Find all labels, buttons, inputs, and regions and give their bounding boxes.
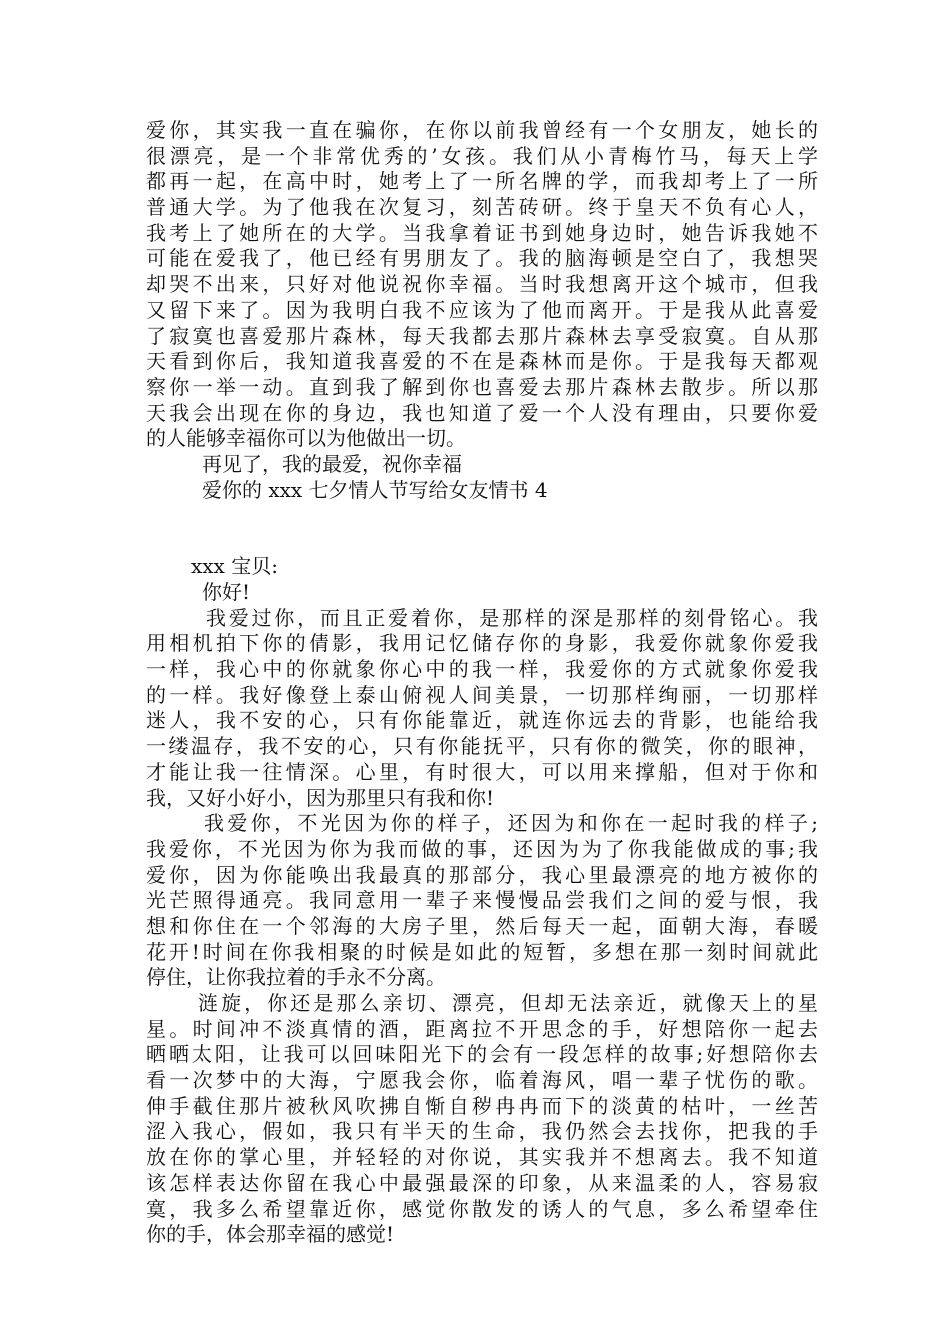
section-gap — [146, 503, 818, 554]
text-line: 我，又好小好小，因为那里只有我和你! — [146, 785, 495, 810]
text-line: 该怎样表达你留在我心中最强最深的印象，从来温柔的人，容易寂 — [146, 1170, 818, 1195]
letter-heading: 爱你的 xxx 七夕情人节写给女友情书 4 — [202, 477, 548, 502]
paragraph-reasons — [146, 811, 818, 991]
text-line: 停住，让你我拉着的手永不分离。 — [146, 965, 446, 990]
text-line: 普通大学。为了他我在次复习，刻苦砖研。终于皇天不负有心人， — [146, 195, 818, 220]
text-line: 迷人，我不安的心，只有你能靠近，就连你远去的背影，也能给我 — [146, 708, 818, 733]
text-line: 看一次梦中的大海，宁愿我会你，临着海风，唱一辈子忧伤的歌。 — [146, 1068, 818, 1093]
text-line: 都再一起，在高中时，她考上了一所名牌的学，而我却考上了一所 — [146, 169, 818, 194]
text-line: 的一样。我好像登上泰山俯视人间美景，一切那样绚丽，一切那样 — [146, 682, 818, 707]
text-line: 涩入我心，假如，我只有半天的生命，我仍然会去找你，把我的手 — [146, 1119, 818, 1144]
text-line: 察你一举一动。直到我了解到你也喜爱去那片森林去散步。所以那 — [146, 374, 818, 399]
text-line: 想和你住在一个邻海的大房子里，然后每天一起，面朝大海，春暖 — [146, 913, 818, 938]
text-line: 我爱你，不光因为你为我而做的事，还因为为了你我能做成的事;我 — [146, 836, 818, 861]
text-line: 天看到你后，我知道我喜爱的不在是森林而是你。于是我每天都观 — [146, 349, 818, 374]
text-line: 我考上了她所在的大学。当我拿着证书到她身边时，她告诉我她不 — [146, 220, 818, 245]
text-line: 很漂亮，是一个非常优秀的’女孩。我们从小青梅竹马，每天上学 — [146, 143, 818, 168]
text-line: 我爱过你，而且正爱着你，是那样的深是那样的刻骨铭心。我 — [206, 605, 818, 630]
text-line: 光芒照得通亮。我同意用一辈子来慢慢品尝我们之间的爱与恨，我 — [146, 888, 818, 913]
text-line: 放在你的掌心里，并轻轻的对你说，其实我并不想离去。我不知道 — [146, 1145, 818, 1170]
text-line: 涟旋，你还是那么亲切、漂亮，但却无法亲近，就像天上的星 — [198, 991, 818, 1015]
text-line: 才能让我一往情深。心里，有时很大，可以用来撑船，但对于你和 — [146, 759, 818, 784]
text-line: 用相机拍下你的倩影，我用记忆储存你的身影，我爱你就象你爱我 — [146, 631, 818, 656]
text-line: 了寂寞也喜爱那片森林，每天我都去那片森林去享受寂寞。自从那 — [146, 323, 818, 348]
text-line: 又留下来了。因为我明白我不应该为了他而离开。于是我从此喜爱 — [146, 297, 818, 322]
text-line: 的人能够幸福你可以为他做出一切。 — [146, 426, 466, 451]
salutation: xxx 宝贝: — [191, 554, 278, 579]
text-line: 却哭不出来，只好对他说祝你幸福。当时我想离开这个城市，但我 — [146, 272, 818, 297]
text-line: 可能在爱我了，他已经有男朋友了。我的脑海顿是空白了，我想哭 — [146, 246, 818, 271]
text-line: 晒晒太阳，让我可以回味阳光下的会有一段怎样的故事;好想陪你去 — [146, 1042, 818, 1067]
text-line: 你的手，体会那幸福的感觉! — [146, 1222, 395, 1247]
text-line: 爱你，因为你能唤出我最真的那部分，我心里最漂亮的地方被你的 — [146, 862, 818, 887]
text-line: 伸手截住那片被秋风吹拂自惭自秽冉冉而下的淡黄的枯叶，一丝苦 — [146, 1093, 818, 1118]
text-line: 天我会出现在你的身边，我也知道了爱一个人没有理由，只要你爱 — [146, 400, 818, 425]
paragraph-story — [146, 118, 818, 452]
paragraph-longing — [146, 991, 818, 1248]
paragraph-love — [146, 606, 818, 812]
text-line: 花开!时间在你我相聚的时候是如此的短暂，多想在那一刻时间就此 — [146, 939, 818, 964]
text-line: 爱你，其实我一直在骗你，在你以前我曾经有一个女朋友，她长的 — [146, 118, 818, 142]
greeting: 你好! — [202, 580, 251, 604]
text-line: 星。时间冲不淡真情的酒，距离拉不开思念的手，好想陪你一起去 — [146, 1016, 818, 1041]
document-body — [146, 118, 818, 1248]
text-line: 我爱你，不光因为你的样子，还因为和你在一起时我的样子; — [204, 811, 818, 836]
text-line: 一缕温存，我不安的心，只有你能抚平，只有你的微笑，你的眼神， — [146, 734, 818, 759]
text-line: 一样，我心中的你就象你心中的我一样，我爱你的方式就象你爱我 — [146, 657, 818, 682]
text-line: 寞，我多么希望靠近你，感觉你散发的诱人的气息，多么希望牵住 — [146, 1196, 818, 1221]
farewell-line: 再见了，我的最爱，祝你幸福 — [202, 451, 462, 476]
